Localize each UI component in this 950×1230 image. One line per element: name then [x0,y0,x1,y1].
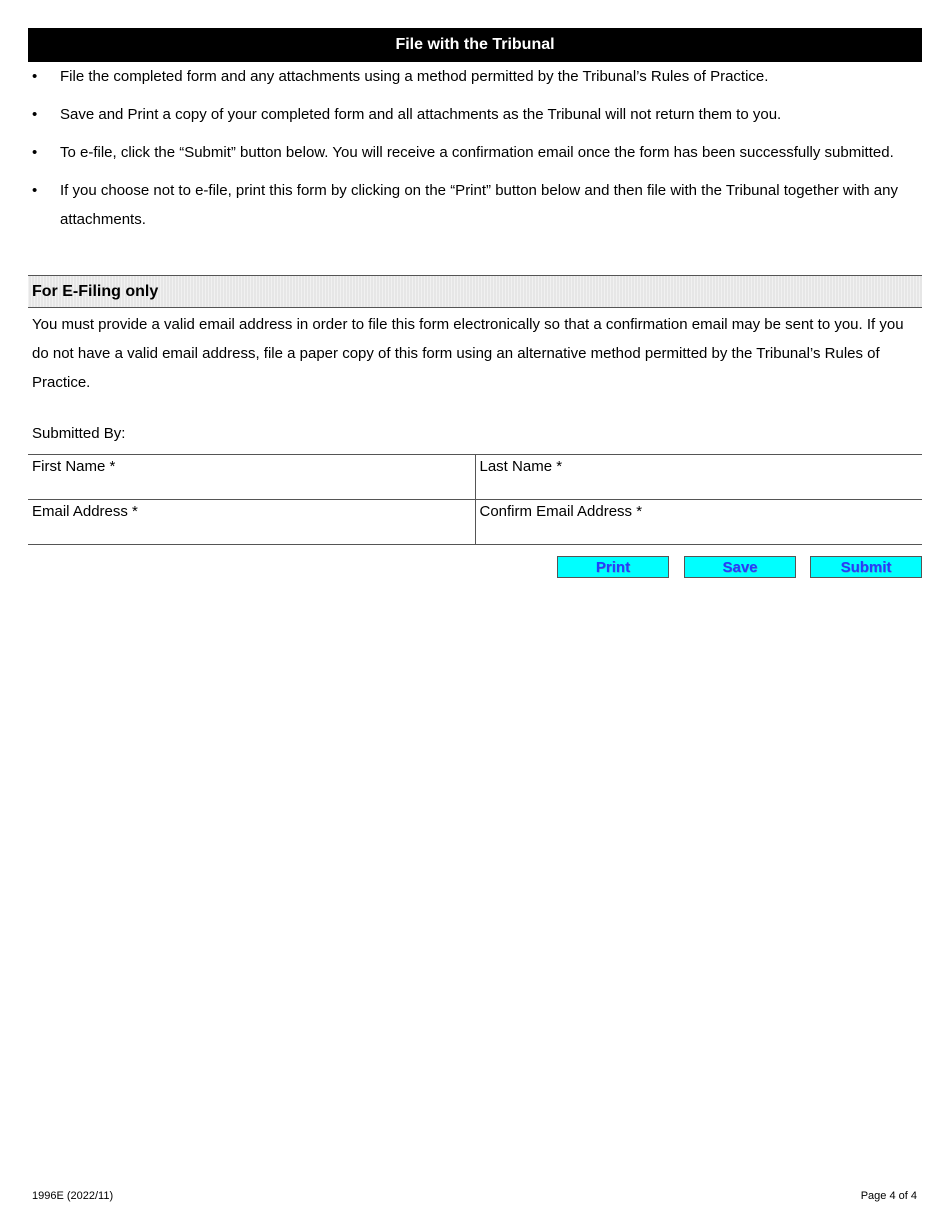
submit-button[interactable]: Submit [810,556,922,578]
bullet: • [32,106,38,123]
first-name-cell [28,455,475,499]
save-button[interactable]: Save [684,556,796,578]
efiling-instructions: You must provide a valid email address in order to file this form electronically so that a confirmation email may be sent to you. If you do not have a valid email address, file a paper copy of this form using an alternative method permitted by the Tribunal’s Rules of Practice. [32,316,904,391]
instruction-text: If you choose not to e-file, print this form by clicking on the “Print” button below and then file with the Tribunal together with any attachments. [60,182,898,228]
confirm-email-field[interactable] [480,522,919,542]
confirm-email-label: Confirm Email Address * [479,503,643,520]
bullet: • [32,144,38,161]
last-name-field[interactable] [480,477,919,497]
email-label: Email Address * [32,503,138,520]
submitted-by-label: Submitted By: [32,425,126,442]
instructions-list [28,62,922,243]
instruction-text: To e-file, click the “Submit” button below. You will receive a confirmation email once the form has been successfully submitted. [60,144,894,161]
form-code: 1996E (2022/11) [32,1190,114,1202]
last-name-label: Last Name * [479,458,563,475]
bullet: • [32,68,38,85]
instruction-item [28,62,922,91]
section-header-file-with-tribunal [28,28,922,62]
instruction-item [28,138,922,167]
print-button[interactable]: Print [557,556,669,578]
form-row-name [28,455,922,499]
instruction-text: Save and Print a copy of your completed form and all attachments as the Tribunal will not return them to you. [60,106,782,123]
instruction-text: File the completed form and any attachments using a method permitted by the Tribunal’s Rules of Practice. [60,68,769,85]
efiling-heading: For E-Filing only [32,282,159,300]
first-name-label: First Name * [32,458,116,475]
section-title: File with the Tribunal [395,36,555,53]
confirm-email-cell [475,500,923,544]
instruction-item [28,176,922,234]
email-field[interactable] [32,522,471,542]
page-number: Page 4 of 4 [860,1190,917,1202]
first-name-field[interactable] [32,477,471,497]
form-row-email [28,499,922,544]
submitter-form [28,454,922,545]
section-header-efiling [28,275,922,308]
last-name-cell [475,455,923,499]
instruction-item [28,100,922,129]
bullet: • [32,182,38,199]
email-cell [28,500,475,544]
